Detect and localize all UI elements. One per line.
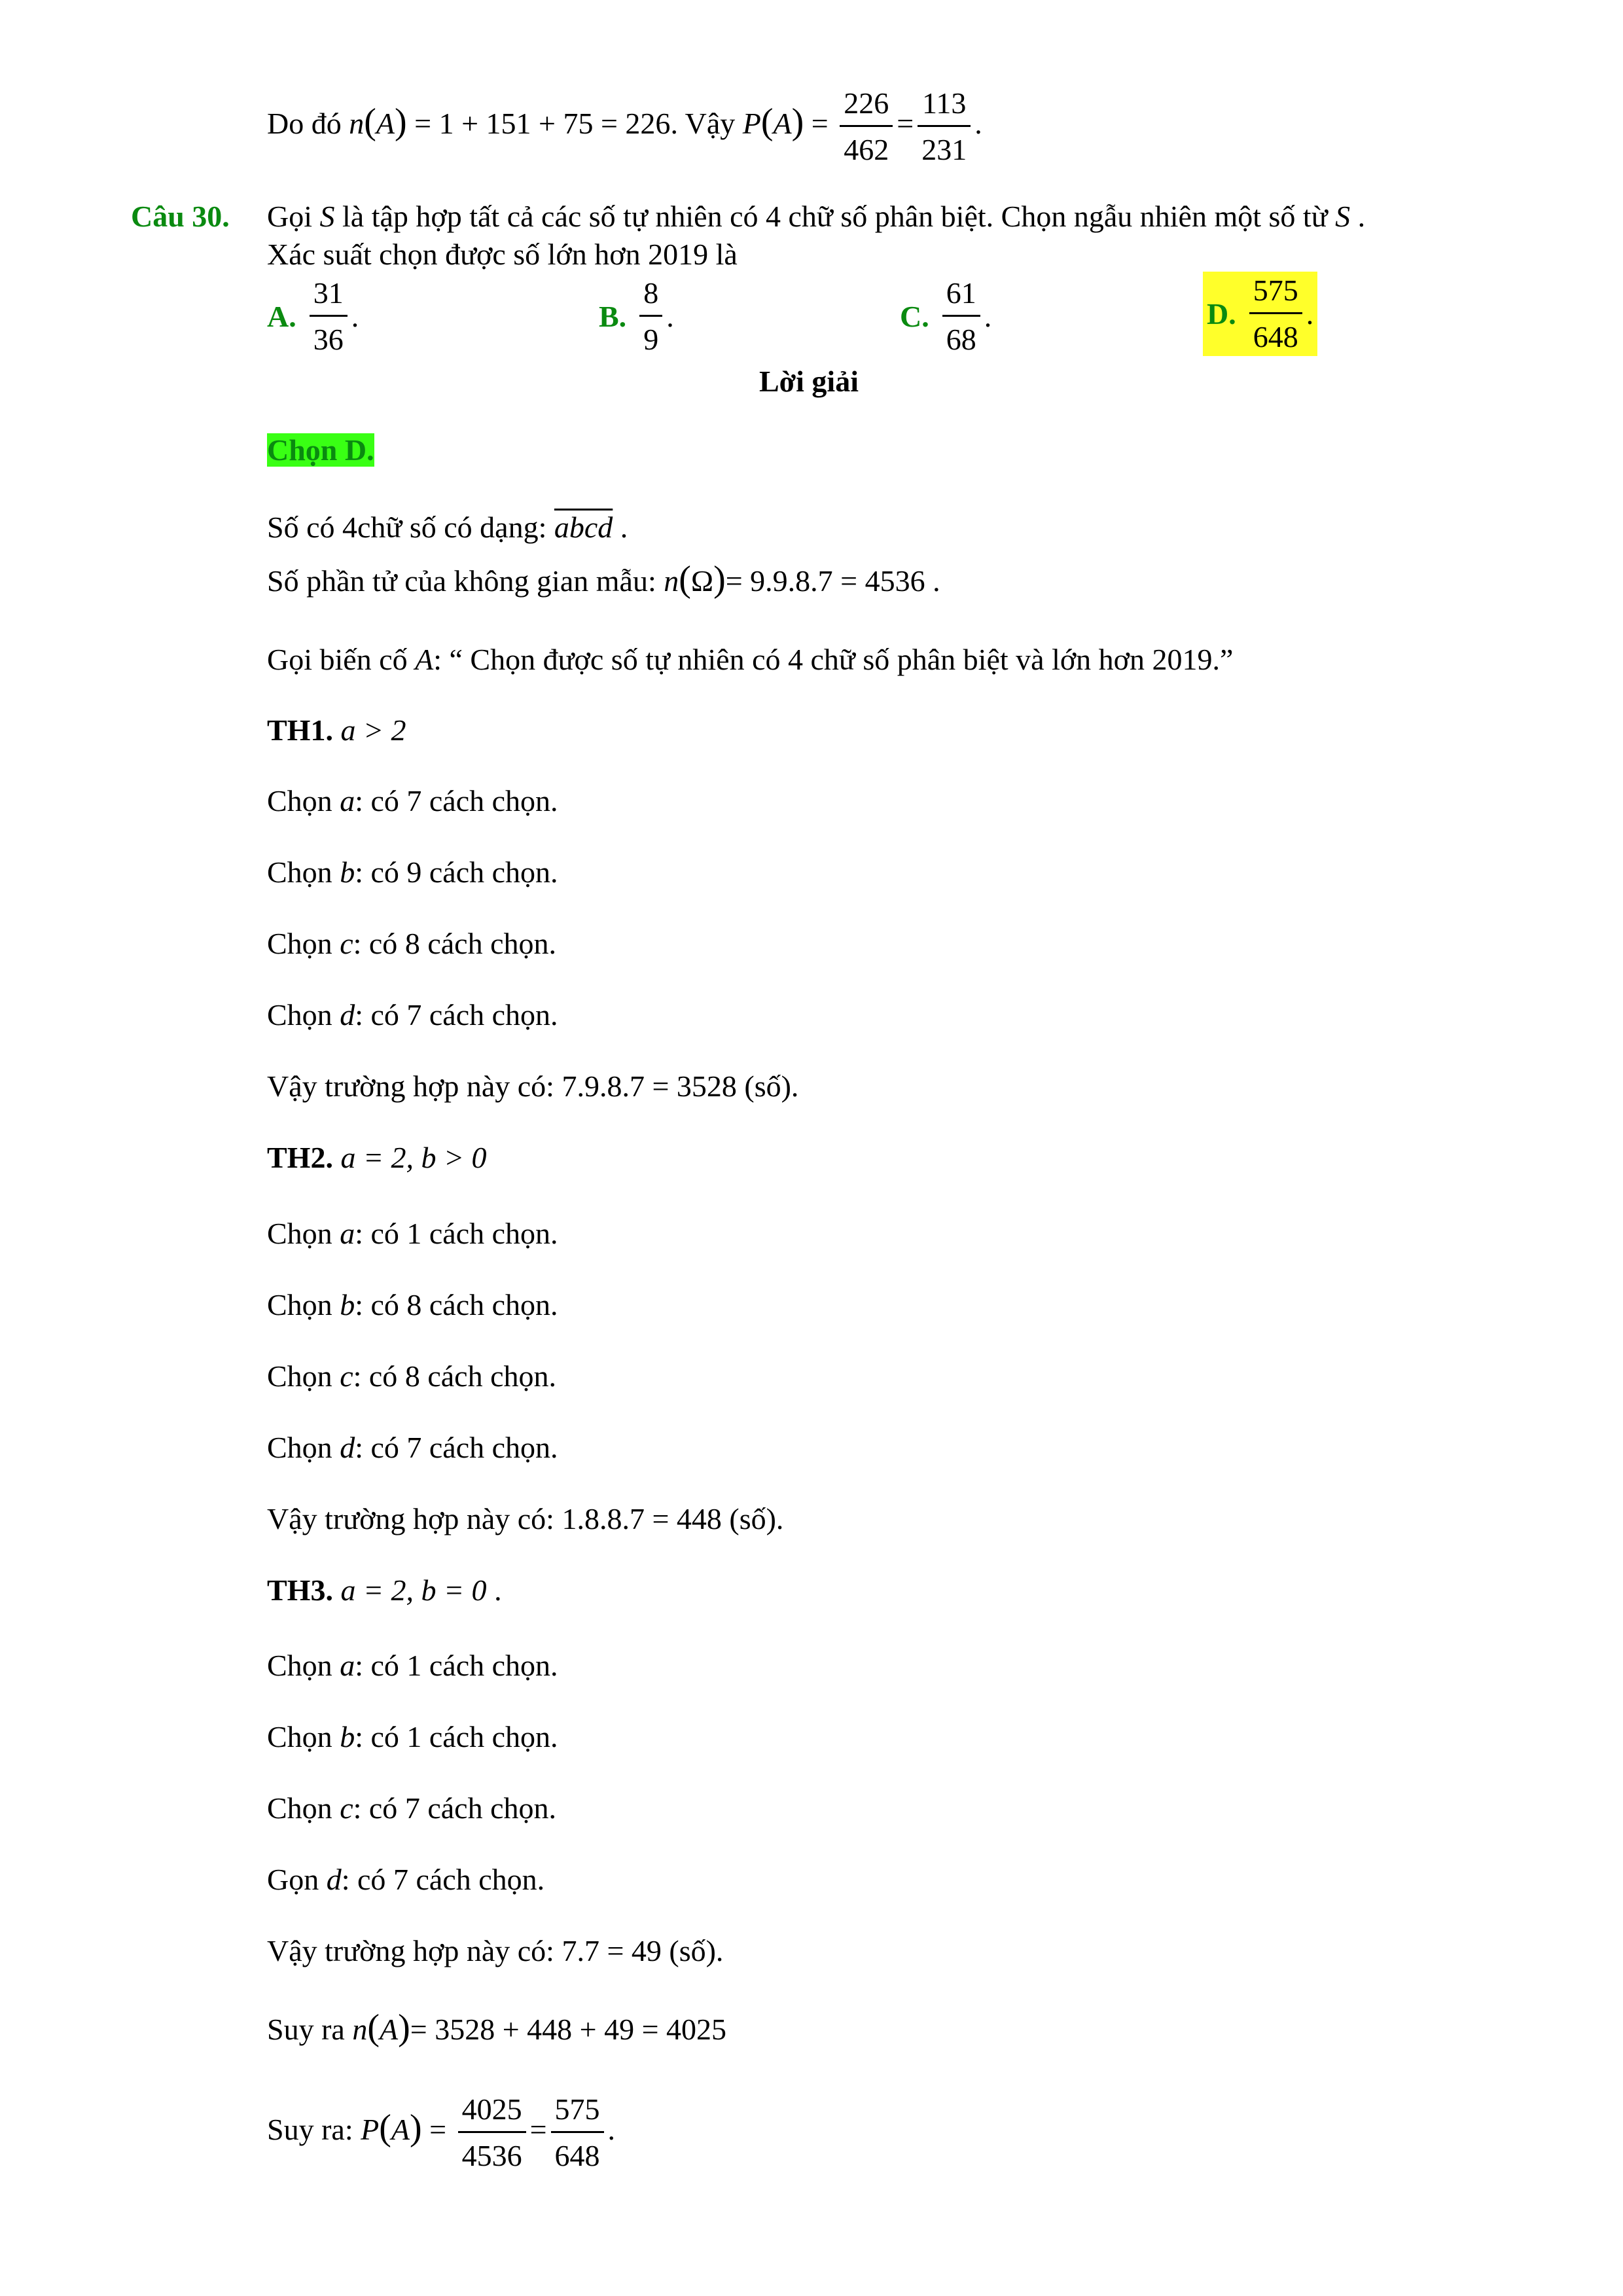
option-a: A. $\frac{31}{36}$ . <box>267 276 359 356</box>
form-line: Số có 4chữ số có dạng: abcd . <box>267 511 628 544</box>
event-line: Gọi biến cố A: “ Chọn được số tự nhiên có 4 chữ số phân biệt và lớn hơn 2019.” <box>267 643 1234 676</box>
option-c: C. $\frac{61}{68}$ . <box>900 276 992 356</box>
case-1-step-1: Chọn a: có 7 cách chọn. <box>267 784 558 817</box>
solution-heading: Lời giải <box>759 365 859 398</box>
prob-line: Suy ra: P(A) = $\frac{4025}{4536}$ = $\frac{575}{648}$ . <box>267 2092 616 2172</box>
intro-frac-1: $\frac{226}{462}$ <box>840 88 893 165</box>
intro-then: . Vậy <box>670 107 736 141</box>
sample-line: Số phần tử của không gian mẫu: n(Ω)= 9.9.8.7 = 4536 . <box>267 559 940 600</box>
choice-line <box>267 435 374 465</box>
case-2-step-2: Chọn b: có 8 cách chọn. <box>267 1288 558 1321</box>
case-3-step-3: Chọn c: có 7 cách chọn. <box>267 1791 556 1825</box>
case-3-step-4: Gọn d: có 7 cách chọn. <box>267 1863 545 1896</box>
case-3-title: TH3. a = 2, b = 0 . <box>267 1573 502 1607</box>
case-3-step-2: Chọn b: có 1 cách chọn. <box>267 1720 558 1753</box>
case-2-step-1: Chọn a: có 1 cách chọn. <box>267 1217 558 1250</box>
prob-frac-1: $\frac{4025}{4536}$ <box>458 2094 526 2171</box>
case-1-total: Vậy trường hợp này có: 7.9.8.7 = 3528 (số). <box>267 1069 799 1103</box>
abcd-var: abcd <box>554 511 613 544</box>
question-line-2: Xác suất chọn được số lớn hơn 2019 là <box>267 238 738 271</box>
case-3-total: Vậy trường hợp này có: 7.7 = 49 (số). <box>267 1934 724 1967</box>
case-2-step-4: Chọn d: có 7 cách chọn. <box>267 1431 558 1464</box>
case-2-total: Vậy trường hợp này có: 1.8.8.7 = 448 (số). <box>267 1502 784 1535</box>
sum-line: Suy ra n(A)= 3528 + 448 + 49 = 4025 <box>267 2007 727 2048</box>
case-2-step-3: Chọn c: có 8 cách chọn. <box>267 1359 556 1393</box>
intro-lead: Do đó <box>267 107 342 141</box>
case-2-title: TH2. a = 2, b > 0 <box>267 1141 487 1174</box>
intro-frac-2: $\frac{113}{231}$ <box>918 88 971 165</box>
intro-na-expr: = 1 + 151 + 75 = 226 <box>414 107 671 141</box>
question-label: Câu 30. <box>131 200 230 233</box>
case-1-title: TH1. a > 2 <box>267 713 406 747</box>
choice-badge: Chọn D. <box>267 433 374 467</box>
option-d: D. $\frac{575}{648}$ . <box>1203 272 1317 356</box>
intro-line: Do đó n(A) = 1 + 151 + 75 = 226. Vậy P(A) = $\frac{226}{462}$ = $\frac{113}{231}$ . <box>267 86 982 166</box>
prob-frac-2: $\frac{575}{648}$ <box>551 2094 604 2171</box>
question-line-1: Gọi S là tập hợp tất cả các số tự nhiên có 4 chữ số phân biệt. Chọn ngẫu nhiên một số từ S . <box>267 200 1366 233</box>
case-1-step-3: Chọn c: có 8 cách chọn. <box>267 927 556 960</box>
case-3-step-1: Chọn a: có 1 cách chọn. <box>267 1649 558 1682</box>
option-b: B. $\frac{8}{9}$ . <box>599 276 674 356</box>
case-1-step-2: Chọn b: có 9 cách chọn. <box>267 855 558 889</box>
case-1-step-4: Chọn d: có 7 cách chọn. <box>267 998 558 1031</box>
